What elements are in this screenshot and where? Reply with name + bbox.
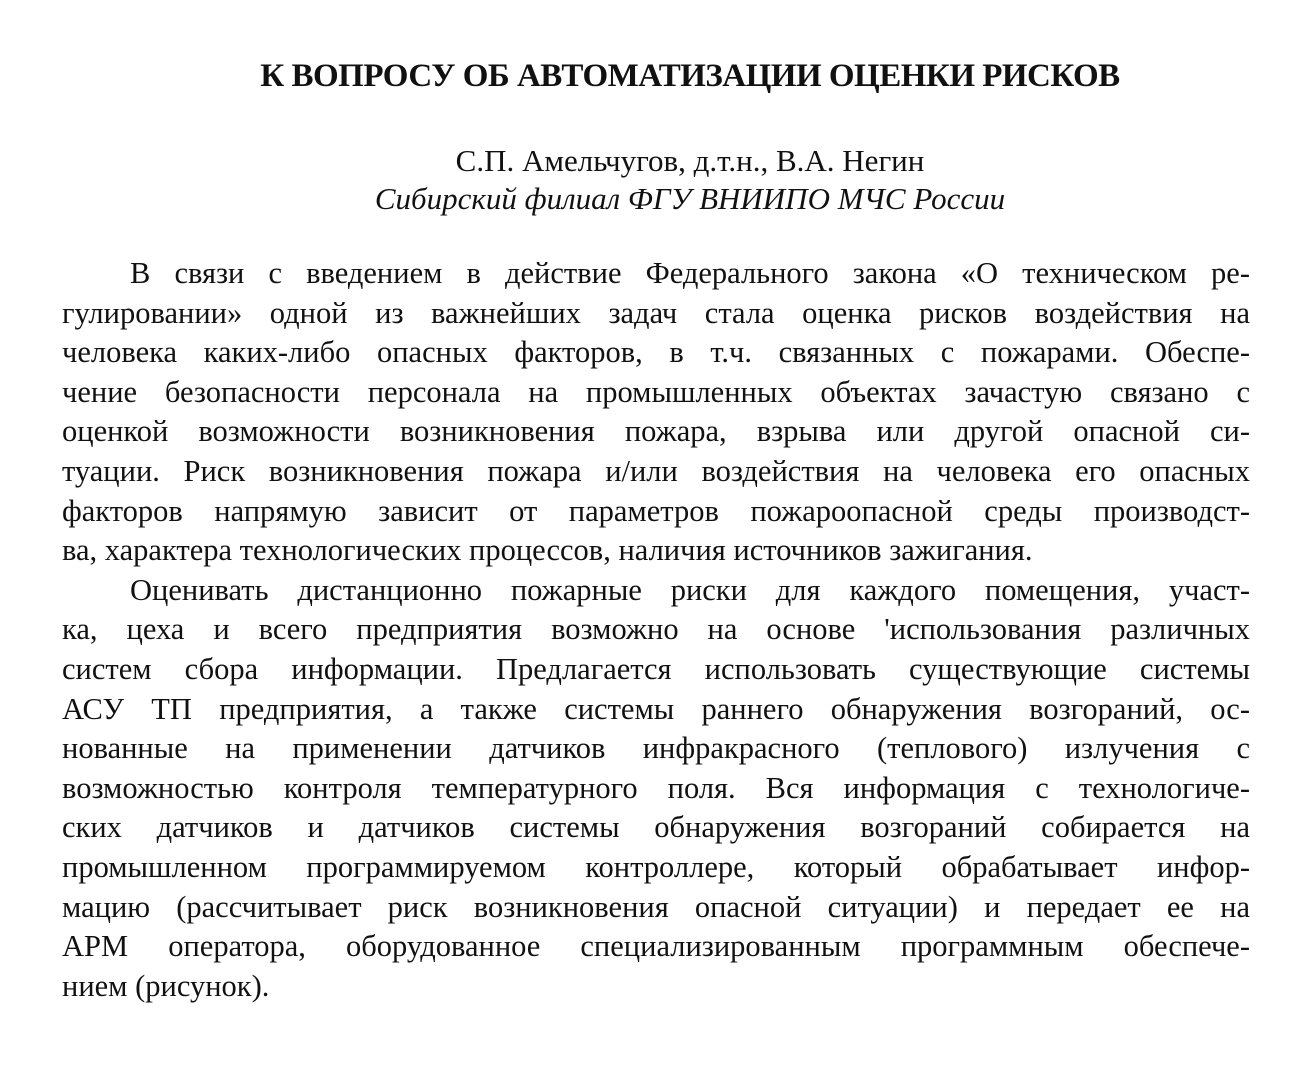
body-line: ка, цеха и всего предприятия возможно на основе 'использования различных — [62, 612, 1250, 647]
article-affiliation: Сибирский филиал ФГУ ВНИИПО МЧС России — [374, 181, 1006, 216]
article-authors: С.П. Амельчугов, д.т.н., В.А. Негин — [455, 143, 925, 178]
body-line: туации. Риск возникновения пожара и/или воздействия на человека его опасных — [62, 453, 1250, 488]
body-line: оценкой возможности возникновения пожара, взрыва или другой опасной си- — [62, 414, 1250, 449]
body-line: факторов напрямую зависит от параметров пожароопасной среды производст- — [62, 493, 1250, 528]
body-line: ских датчиков и датчиков системы обнаружения возгораний собирается на — [62, 810, 1250, 845]
article-body — [62, 254, 1250, 1006]
body-line: гулировании» одной из важнейших задач стала оценка рисков воздействия на — [62, 295, 1250, 330]
body-line: чение безопасности персонала на промышленных объектах зачастую связано с — [62, 374, 1250, 409]
body-line: Оценивать дистанционно пожарные риски для каждого помещения, участ- — [130, 572, 1250, 607]
body-line: АРМ оператора, оборудованное специализированным программным обеспече- — [62, 929, 1250, 964]
body-line: возможностью контроля температурного поля. Вся информация с технологиче- — [62, 770, 1250, 805]
body-line: ва, характера технологических процессов, наличия источников зажигания. — [62, 533, 1033, 568]
body-line: промышленном программируемом контроллере, который обрабатывает инфор- — [62, 849, 1250, 884]
body-line: нием (рисунок). — [62, 968, 270, 1003]
body-line: нованные на применении датчиков инфракрасного (теплового) излучения с — [62, 731, 1250, 766]
body-line: АСУ ТП предприятия, а также системы раннего обнаружения возгораний, ос- — [62, 691, 1250, 726]
article-title: К ВОПРОСУ ОБ АВТОМАТИЗАЦИИ ОЦЕНКИ РИСКОВ — [260, 58, 1120, 94]
body-line: человека каких-либо опасных факторов, в т.ч. связанных с пожарами. Обеспе- — [62, 335, 1250, 370]
body-line: В связи с введением в действие Федерального закона «О техническом ре- — [130, 256, 1250, 290]
body-line: систем сбора информации. Предлагается использовать существующие системы — [62, 651, 1250, 686]
body-line: мацию (рассчитывает риск возникновения опасной ситуации) и передает ее на — [62, 889, 1250, 924]
